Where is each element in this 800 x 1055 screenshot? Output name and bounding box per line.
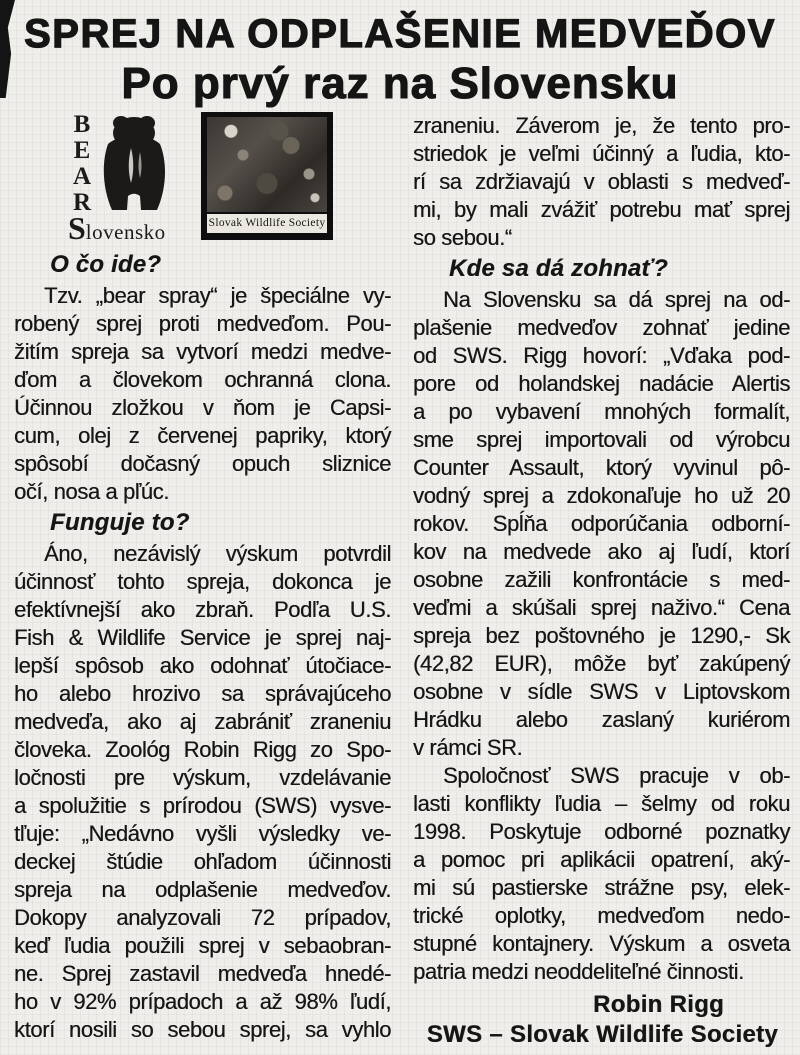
text-line: ďom a človekom ochranná clona. [14, 367, 391, 392]
text-line: ho alebo hrozivo sa správajúceho [14, 681, 391, 706]
text-line: osobne v sídle SWS v Liptovskom [413, 679, 790, 704]
text-line: patria medzi neoddeliteľné činnosti. [413, 959, 744, 984]
paragraph [413, 112, 790, 252]
text-line: lepší spôsob ako odohnať útočiace- [14, 653, 391, 678]
text-line: deckej štúdie ohľadom účinnosti [14, 849, 391, 874]
text-line: medveďa, ako aj zabrániť zraneniu [14, 709, 391, 734]
text-line: osobne zažili konfrontácie s med- [413, 567, 790, 592]
text-line: Counter Assault, ktorý vyvinul pô- [413, 455, 790, 480]
paragraph [14, 282, 391, 506]
paragraph [413, 762, 790, 986]
text-line: kov na medvede ako aj ľudí, ktorí [413, 539, 790, 564]
text-line: v rámci SR. [413, 735, 523, 760]
text-line: trické oplotky, medveďom nedo- [413, 903, 790, 928]
left-column [14, 112, 391, 1050]
section-heading-kde-sa-da-zohnat: Kde sa dá zohnať? [449, 255, 668, 282]
text-line: pore od holandskej nadácie Alertis [413, 371, 790, 396]
text-line: Áno, nezávislý výskum potvrdil [44, 541, 391, 566]
text-line: očí, nosa a pľúc. [14, 479, 169, 504]
text-line: rokov. Spĺňa odporúčania odborní- [413, 511, 790, 536]
text-line: spreja bez poštovného je 1290,- Sk [413, 623, 790, 648]
text-line: sme sprej importovali od výrobcu [413, 427, 790, 452]
article-title-line1: SPREJ NA ODPLAŠENIE MEDVEĎOV [24, 12, 776, 56]
logos-row [42, 111, 391, 246]
sws-logo-photo [207, 117, 327, 212]
section-heading-o-co-ide: O čo ide? [50, 251, 162, 278]
text-line: Na Slovensku sa dá sprej na od- [443, 287, 790, 312]
text-line: stupné kontajnery. Výskum a osveta [413, 931, 790, 956]
text-line: efektívnejší ako zbraň. Podľa U.S. [14, 597, 391, 622]
section-heading-funguje-to: Funguje to? [50, 509, 190, 536]
right-column [413, 112, 790, 1050]
text-line: rí sa zdržiavajú v oblasti s medveď- [413, 169, 790, 194]
text-line: mi sú pastierske strážne psy, elek- [413, 875, 790, 900]
text-line: ne. Sprej zastavil medveďa hnedé- [14, 961, 391, 986]
text-line: cum, olej z červenej papriky, ktorý [14, 423, 391, 448]
bears-logo-letter: E [73, 137, 91, 164]
text-line: keď ľudia použili sprej v sebaobran- [14, 933, 391, 958]
paragraph [413, 286, 790, 762]
text-line: Dokopy analyzovali 72 prípadov, [14, 905, 391, 930]
text-line: Hrádku alebo zaslaný kuriérom [413, 707, 790, 732]
bears-logo-word-rest: lovensko [85, 220, 166, 244]
signature-name: Robin Rigg [593, 991, 724, 1018]
article-body [0, 112, 800, 1050]
text-line: (42,82 EUR), môže byť zakúpený [413, 651, 790, 676]
text-line: vodný sprej a zdokonaľuje ho už 20 [413, 483, 790, 508]
text-line: Spoločnosť SWS pracuje v ob- [443, 763, 790, 788]
bears-logo-word-initial: S [68, 210, 86, 246]
signature-org: SWS – Slovak Wildlife Society [426, 1021, 778, 1048]
text-line: od SWS. Rigg hovorí: „Vďaka pod- [413, 343, 790, 368]
text-line: účinnosť tohto spreja, dokonca je [14, 569, 391, 594]
text-line: a pomoc pri aplikácii opatrení, aký- [413, 847, 790, 872]
bear-silhouette-icon [94, 112, 180, 216]
text-line: 1998. Poskytuje odborné poznatky [413, 819, 790, 844]
text-line: Účinnou zložkou v ňom je Capsi- [14, 395, 391, 420]
text-line: plašenie medveďov zohnať jedine [413, 315, 790, 340]
bears-logo-letter: B [73, 111, 91, 138]
text-line: a po vybavení mnohých formalít, [413, 399, 790, 424]
text-line: tľuje: „Nedávno vyšli výsledky ve- [14, 821, 391, 846]
bears-slovensko-logo [42, 111, 184, 246]
text-line: striedok je veľmi účinný a ľudia, kto- [413, 141, 790, 166]
slovak-wildlife-society-logo [201, 112, 333, 240]
text-line: ktorí nosili so sebou sprej, sa vyhlo [14, 1017, 391, 1042]
text-line: lasti konflikty ľudia – šelmy od roku [413, 791, 790, 816]
text-line: Fish & Wildlife Service je sprej naj- [14, 625, 391, 650]
article-title [0, 0, 800, 110]
text-line: ločnosti pre výskum, vzdelávanie [14, 765, 391, 790]
text-line: človeka. Zoológ Robin Rigg zo Spo- [14, 737, 391, 762]
text-line: žitím spreja sa vytvorí medzi medve- [14, 339, 391, 364]
signature-block [413, 990, 790, 1050]
text-line: mi, by mali zvážiť potrebu mať sprej [413, 197, 790, 222]
text-line: a spolužitie s prírodou (SWS) vysve- [14, 793, 391, 818]
bears-logo-letter: R [72, 189, 92, 216]
text-line: spôsobí dočasný opuch sliznice [14, 451, 391, 476]
text-line: veďmi a skúšali sprej naživo.“ Cena [413, 595, 790, 620]
bears-logo-letter: A [72, 163, 92, 190]
text-line: spreja na odplašenie medveďov. [14, 877, 391, 902]
text-line: so sebou.“ [413, 225, 512, 250]
text-line: robený sprej proti medveďom. Pou- [14, 311, 391, 336]
article-title-line2: Po prvý raz na Slovensku [121, 59, 679, 108]
sws-logo-caption: Slovak Wildlife Society [207, 214, 327, 233]
text-line: zraneniu. Záverom je, že tento pro- [413, 113, 790, 138]
paragraph [14, 540, 391, 1044]
text-line: ho v 92% prípadoch a až 98% ľudí, [14, 989, 391, 1014]
text-line: Tzv. „bear spray“ je špeciálne vy- [44, 283, 391, 308]
